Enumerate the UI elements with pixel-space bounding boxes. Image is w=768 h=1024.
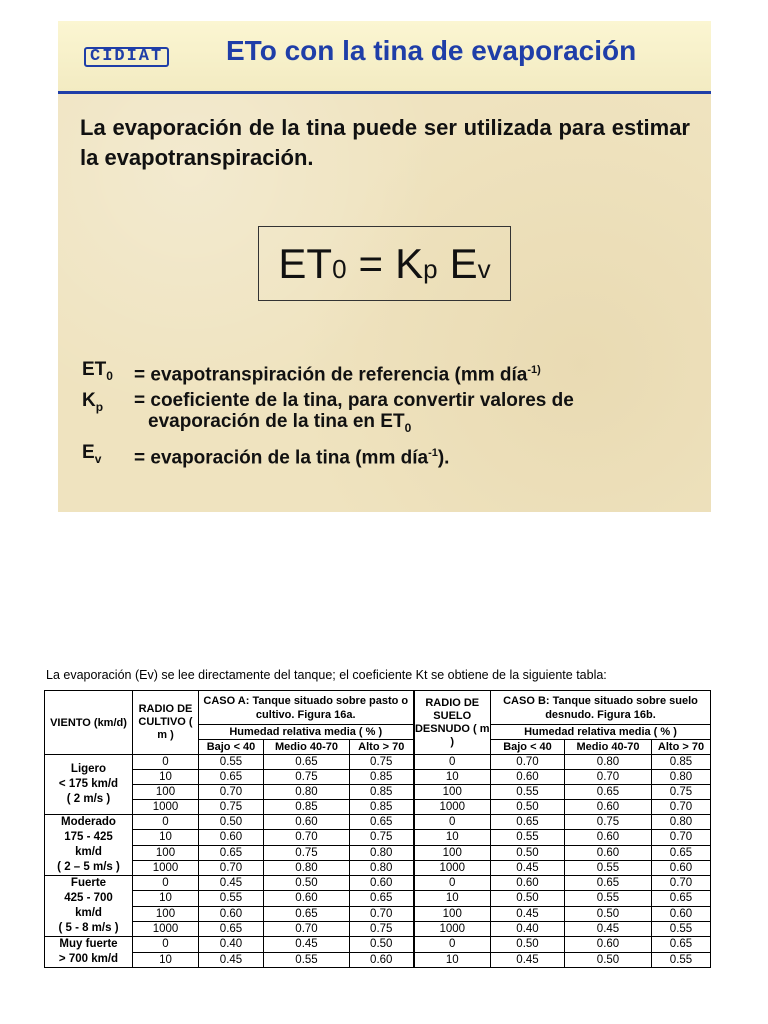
- radio-cultivo-cell: 0: [133, 815, 199, 830]
- table-row: [45, 952, 711, 968]
- kt-value-cell: 0.45: [491, 860, 565, 875]
- definition-kp: [82, 390, 690, 438]
- kt-value-cell: 0.65: [350, 815, 414, 830]
- radio-suelo-cell: 10: [414, 830, 491, 845]
- def-symbol: E: [82, 442, 95, 464]
- def-text: = evaporación de la tina (mm día: [134, 447, 429, 469]
- kt-value-cell: 0.50: [565, 952, 652, 968]
- kt-value-cell: 0.70: [652, 830, 711, 845]
- kt-coefficient-table: [44, 690, 711, 968]
- def-symbol: K: [82, 390, 96, 412]
- radio-suelo-cell: 1000: [414, 921, 491, 936]
- kt-value-cell: 0.60: [199, 906, 264, 921]
- kt-value-cell: 0.80: [565, 755, 652, 770]
- kt-value-cell: 0.85: [350, 800, 414, 815]
- table-row: [45, 906, 711, 921]
- radio-suelo-cell: 1000: [414, 800, 491, 815]
- formula-et: ET: [278, 239, 333, 287]
- kt-value-cell: 0.60: [491, 876, 565, 891]
- radio-cultivo-cell: 100: [133, 845, 199, 860]
- table-row: [45, 785, 711, 800]
- kt-value-cell: 0.80: [350, 845, 414, 860]
- kt-value-cell: 0.80: [652, 770, 711, 785]
- radio-cultivo-cell: 100: [133, 785, 199, 800]
- header-humedad-a: Humedad relativa media ( % ): [199, 725, 414, 740]
- table-row: [45, 876, 711, 891]
- kt-value-cell: 0.60: [350, 952, 414, 968]
- table-row: [45, 815, 711, 830]
- kt-value-cell: 0.45: [199, 952, 264, 968]
- radio-cultivo-cell: 10: [133, 952, 199, 968]
- table-row: [45, 770, 711, 785]
- kt-value-cell: 0.55: [199, 891, 264, 906]
- kt-value-cell: 0.55: [652, 952, 711, 968]
- kt-value-cell: 0.50: [491, 845, 565, 860]
- wind-line: ( 5 - 8 m/s ): [58, 922, 119, 934]
- kt-value-cell: 0.75: [565, 815, 652, 830]
- wind-line: Ligero: [70, 763, 107, 775]
- radio-cultivo-cell: 0: [133, 937, 199, 953]
- kt-value-cell: 0.70: [565, 770, 652, 785]
- radio-suelo-cell: 1000: [414, 860, 491, 875]
- header-medio-a: Medio 40-70: [264, 740, 350, 755]
- kt-value-cell: 0.60: [652, 906, 711, 921]
- header-humedad-b: Humedad relativa media ( % ): [491, 725, 711, 740]
- kt-value-cell: 0.65: [652, 845, 711, 860]
- radio-suelo-cell: 100: [414, 845, 491, 860]
- table-body: [45, 755, 711, 968]
- wind-line: ( 2 – 5 m/s ): [57, 861, 120, 873]
- kt-value-cell: 0.55: [199, 755, 264, 770]
- radio-cultivo-cell: 1000: [133, 800, 199, 815]
- slide-title: ETo con la tina de evaporación: [226, 35, 637, 66]
- radio-cultivo-cell: 0: [133, 755, 199, 770]
- radio-suelo-cell: 100: [414, 785, 491, 800]
- header-medio-b: Medio 40-70: [565, 740, 652, 755]
- kt-value-cell: 0.60: [264, 815, 350, 830]
- header-alto-a: Alto > 70: [350, 740, 414, 755]
- intro-text: La evaporación de la tina puede ser utilizada para estimar la evapotranspiración.: [80, 115, 690, 170]
- kt-value-cell: 0.60: [199, 830, 264, 845]
- formula-et-sub: 0: [332, 254, 347, 284]
- kt-value-cell: 0.60: [491, 770, 565, 785]
- radio-cultivo-cell: 100: [133, 906, 199, 921]
- kt-value-cell: 0.85: [652, 755, 711, 770]
- kt-value-cell: 0.70: [491, 755, 565, 770]
- kt-value-cell: 0.65: [565, 785, 652, 800]
- radio-suelo-cell: 10: [414, 952, 491, 968]
- kt-value-cell: 0.55: [491, 830, 565, 845]
- kt-value-cell: 0.60: [565, 800, 652, 815]
- wind-category: [45, 815, 133, 876]
- kt-value-cell: 0.50: [199, 815, 264, 830]
- cidiat-logo: CIDIAT: [84, 47, 169, 67]
- def-text: = evapotranspiración de referencia (mm día: [134, 364, 528, 386]
- wind-line: < 175 km/d: [58, 778, 119, 790]
- formula-k-sub: p: [423, 254, 438, 284]
- wind-category: [45, 937, 133, 968]
- header-caso-b: CASO B: Tanque situado sobre suelo desnudo. Figura 16b.: [491, 691, 711, 725]
- kt-value-cell: 0.55: [652, 921, 711, 936]
- header-radio-cultivo: RADIO DE CULTIVO ( m ): [133, 691, 199, 755]
- kt-value-cell: 0.45: [565, 921, 652, 936]
- table-row: [45, 860, 711, 875]
- radio-suelo-cell: 0: [414, 937, 491, 953]
- kt-value-cell: 0.55: [491, 785, 565, 800]
- formula-k: K: [395, 239, 424, 287]
- radio-cultivo-cell: 10: [133, 770, 199, 785]
- formula-equals: =: [358, 239, 384, 287]
- kt-value-cell: 0.55: [264, 952, 350, 968]
- header-divider: [58, 91, 711, 94]
- kt-value-cell: 0.60: [565, 937, 652, 953]
- kt-value-cell: 0.45: [491, 952, 565, 968]
- kt-value-cell: 0.45: [199, 876, 264, 891]
- table-row: [45, 800, 711, 815]
- def-sup: -1): [527, 364, 541, 376]
- wind-line: > 700 km/d: [58, 953, 119, 965]
- def-continuation: evaporación de la tina en ET: [148, 411, 405, 433]
- kt-value-cell: 0.65: [652, 891, 711, 906]
- kt-value-cell: 0.65: [264, 755, 350, 770]
- kt-value-cell: 0.65: [652, 937, 711, 953]
- kt-value-cell: 0.55: [565, 891, 652, 906]
- kt-value-cell: 0.75: [652, 785, 711, 800]
- def-symbol-sub: v: [94, 451, 102, 466]
- header-bajo-a: Bajo < 40: [199, 740, 264, 755]
- wind-line: Muy fuerte: [59, 938, 118, 950]
- kt-value-cell: 0.60: [565, 830, 652, 845]
- kt-value-cell: 0.75: [350, 921, 414, 936]
- kt-value-cell: 0.65: [199, 770, 264, 785]
- def-cont-sub: 0: [404, 421, 412, 436]
- kt-value-cell: 0.55: [565, 860, 652, 875]
- kt-value-cell: 0.60: [565, 845, 652, 860]
- kt-value-cell: 0.60: [264, 891, 350, 906]
- wind-line: km/d: [75, 907, 102, 919]
- table-row: [45, 755, 711, 770]
- def-sup: -1: [428, 447, 438, 460]
- kt-value-cell: 0.50: [350, 937, 414, 953]
- def-text: = coeficiente de la tina, para convertir valores de: [134, 390, 574, 412]
- kt-value-cell: 0.45: [264, 937, 350, 953]
- wind-category: [45, 755, 133, 815]
- kt-value-cell: 0.75: [350, 830, 414, 845]
- kt-value-cell: 0.65: [199, 845, 264, 860]
- radio-suelo-cell: 0: [414, 876, 491, 891]
- header-bajo-b: Bajo < 40: [491, 740, 565, 755]
- table-caption: La evaporación (Ev) se lee directamente del tanque; el coeficiente Kt se obtiene de la siguiente tabla:: [46, 668, 607, 682]
- kt-value-cell: 0.70: [652, 800, 711, 815]
- kt-value-cell: 0.75: [350, 755, 414, 770]
- kt-value-cell: 0.50: [491, 891, 565, 906]
- wind-line: 175 - 425: [64, 831, 113, 843]
- formula-e-sub: v: [477, 254, 491, 284]
- radio-cultivo-cell: 1000: [133, 921, 199, 936]
- wind-category: [45, 876, 133, 937]
- radio-suelo-cell: 100: [414, 906, 491, 921]
- kt-value-cell: 0.65: [199, 921, 264, 936]
- kt-value-cell: 0.50: [264, 876, 350, 891]
- kt-value-cell: 0.65: [264, 906, 350, 921]
- kt-value-cell: 0.70: [199, 860, 264, 875]
- radio-suelo-cell: 0: [414, 755, 491, 770]
- wind-line: Moderado: [61, 816, 116, 828]
- kt-value-cell: 0.60: [652, 860, 711, 875]
- kt-value-cell: 0.65: [565, 876, 652, 891]
- definition-ev: [82, 442, 690, 469]
- table-row: [45, 937, 711, 953]
- def-symbol-sub: 0: [106, 368, 113, 383]
- radio-cultivo-cell: 10: [133, 830, 199, 845]
- kt-value-cell: 0.85: [264, 800, 350, 815]
- radio-cultivo-cell: 10: [133, 891, 199, 906]
- wind-line: Fuerte: [70, 877, 107, 889]
- kt-value-cell: 0.80: [350, 860, 414, 875]
- kt-value-cell: 0.75: [264, 845, 350, 860]
- def-symbol-sub: p: [95, 400, 104, 415]
- header-wind: VIENTO (km/d): [45, 691, 133, 755]
- slide: [58, 21, 711, 512]
- kt-value-cell: 0.65: [350, 891, 414, 906]
- formula-box: [258, 226, 511, 301]
- definition-et0: [82, 359, 690, 386]
- kt-value-cell: 0.60: [350, 876, 414, 891]
- header-radio-suelo: RADIO DE SUELO DESNUDO ( m ): [414, 691, 491, 755]
- radio-suelo-cell: 0: [414, 815, 491, 830]
- kt-value-cell: 0.80: [264, 785, 350, 800]
- def-symbol: ET: [82, 359, 107, 380]
- kt-value-cell: 0.70: [652, 876, 711, 891]
- formula-e: E: [449, 239, 478, 287]
- kt-value-cell: 0.65: [491, 815, 565, 830]
- wind-line: ( 2 m/s ): [66, 793, 111, 805]
- kt-value-cell: 0.75: [264, 770, 350, 785]
- kt-value-cell: 0.40: [491, 921, 565, 936]
- table-row: [45, 921, 711, 936]
- kt-value-cell: 0.70: [264, 921, 350, 936]
- table-row: [45, 891, 711, 906]
- wind-line: 425 - 700: [64, 892, 113, 904]
- header-alto-b: Alto > 70: [652, 740, 711, 755]
- radio-suelo-cell: 10: [414, 891, 491, 906]
- kt-value-cell: 0.80: [264, 860, 350, 875]
- kt-value-cell: 0.50: [491, 800, 565, 815]
- table-row: [45, 845, 711, 860]
- def-tail: ).: [437, 447, 450, 469]
- radio-suelo-cell: 10: [414, 770, 491, 785]
- kt-value-cell: 0.70: [350, 906, 414, 921]
- kt-value-cell: 0.40: [199, 937, 264, 953]
- kt-value-cell: 0.85: [350, 770, 414, 785]
- radio-cultivo-cell: 0: [133, 876, 199, 891]
- header-caso-a: CASO A: Tanque situado sobre pasto o cultivo. Figura 16a.: [199, 691, 414, 725]
- kt-value-cell: 0.80: [652, 815, 711, 830]
- kt-value-cell: 0.70: [199, 785, 264, 800]
- radio-cultivo-cell: 1000: [133, 860, 199, 875]
- kt-value-cell: 0.70: [264, 830, 350, 845]
- wind-line: km/d: [75, 846, 102, 858]
- kt-value-cell: 0.75: [199, 800, 264, 815]
- kt-value-cell: 0.85: [350, 785, 414, 800]
- kt-value-cell: 0.45: [491, 906, 565, 921]
- kt-value-cell: 0.50: [565, 906, 652, 921]
- table-row: [45, 830, 711, 845]
- definitions: [82, 359, 690, 473]
- kt-value-cell: 0.50: [491, 937, 565, 953]
